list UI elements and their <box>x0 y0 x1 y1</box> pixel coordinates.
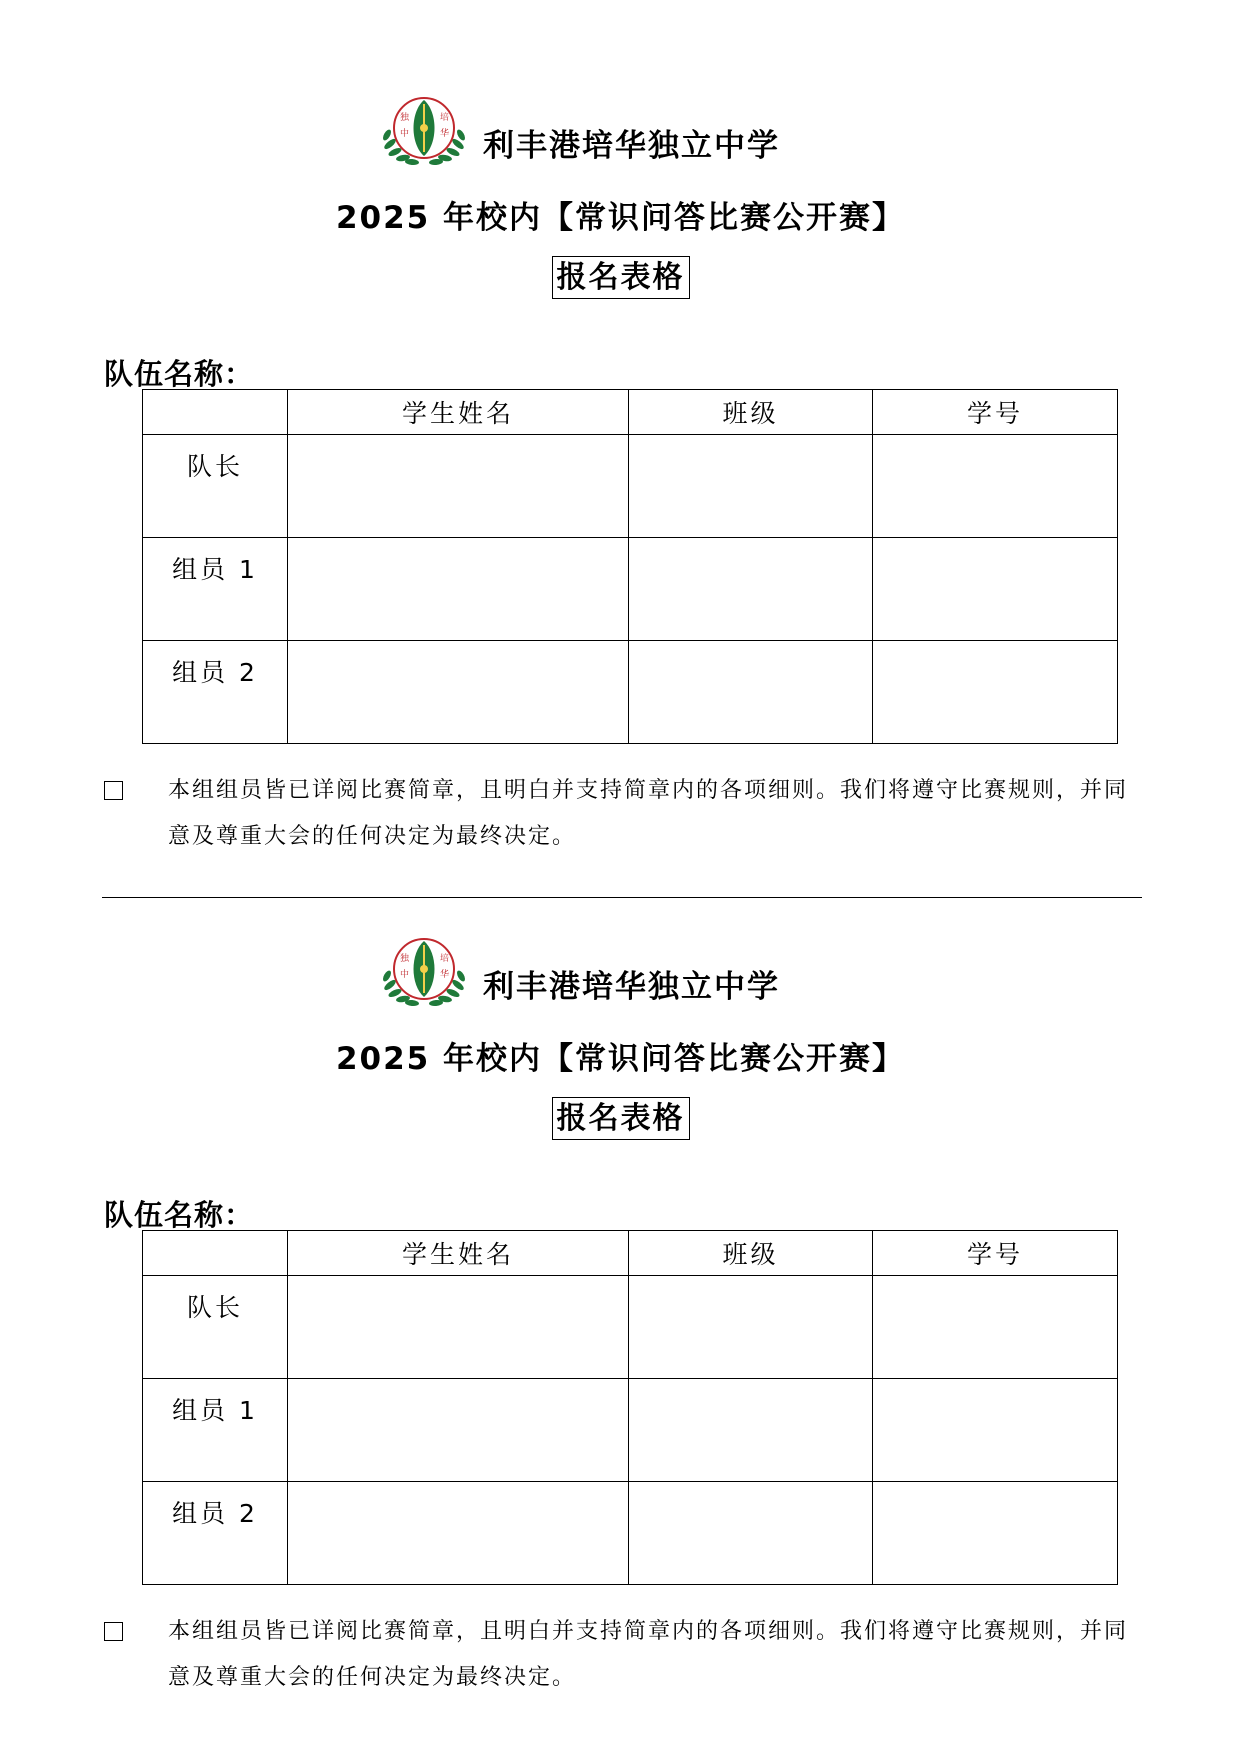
captain-id-field[interactable] <box>873 435 1118 538</box>
table-row <box>143 1482 1118 1585</box>
member1-class-field[interactable] <box>629 1379 873 1482</box>
table-row <box>143 641 1118 744</box>
member2-id-field[interactable] <box>873 641 1118 744</box>
member1-class-field[interactable] <box>629 538 873 641</box>
role-captain: 队长 <box>143 1276 288 1379</box>
member-table <box>142 389 1118 744</box>
table-header-row <box>143 1231 1118 1276</box>
declaration-text: 本组组员皆已详阅比赛简章，且明白并支持简章内的各项细则。我们将遵守比赛规则，并同意及尊重大会的任何决定为最终决定。 <box>168 1619 1129 1690</box>
header-student-id: 学号 <box>873 1231 1118 1276</box>
school-header <box>378 933 798 1013</box>
event-title: 2025 年校内【常识问答比赛公开赛】 <box>335 200 906 236</box>
role-member-1: 组员 1 <box>143 538 288 641</box>
crest-char: 独 <box>400 113 410 123</box>
team-name-label: 队伍名称： <box>104 357 255 391</box>
member2-class-field[interactable] <box>629 641 873 744</box>
role-member-1: 组员 1 <box>143 1379 288 1482</box>
table-row <box>143 538 1118 641</box>
crest-char: 中 <box>400 970 410 980</box>
captain-class-field[interactable] <box>629 435 873 538</box>
header-student-id: 学号 <box>873 390 1118 435</box>
member2-id-field[interactable] <box>873 1482 1118 1585</box>
declaration-checkbox[interactable] <box>104 1622 123 1641</box>
registration-form-copy-2 <box>0 841 1241 1691</box>
table-row <box>143 1379 1118 1482</box>
captain-class-field[interactable] <box>629 1276 873 1379</box>
crest-char: 培 <box>440 954 450 964</box>
member1-id-field[interactable] <box>873 538 1118 641</box>
member1-id-field[interactable] <box>873 1379 1118 1482</box>
declaration <box>104 1609 1134 1701</box>
event-title: 2025 年校内【常识问答比赛公开赛】 <box>335 1041 906 1077</box>
form-title: 报名表格 <box>552 1097 690 1140</box>
member2-class-field[interactable] <box>629 1482 873 1585</box>
header-class: 班级 <box>629 1231 873 1276</box>
school-name: 利丰港培华独立中学 <box>483 969 780 1005</box>
member2-name-field[interactable] <box>288 641 629 744</box>
crest-char: 培 <box>440 113 450 123</box>
table-row <box>143 1276 1118 1379</box>
captain-name-field[interactable] <box>288 1276 629 1379</box>
role-member-2: 组员 2 <box>143 1482 288 1585</box>
form-title: 报名表格 <box>552 256 690 299</box>
table-row <box>143 435 1118 538</box>
crest-char: 独 <box>400 954 410 964</box>
member1-name-field[interactable] <box>288 538 629 641</box>
declaration-checkbox[interactable] <box>104 781 123 800</box>
crest-char: 华 <box>440 129 450 139</box>
captain-id-field[interactable] <box>873 1276 1118 1379</box>
member2-name-field[interactable] <box>288 1482 629 1585</box>
role-member-2: 组员 2 <box>143 641 288 744</box>
registration-form-copy-1 <box>0 0 1241 850</box>
declaration-text: 本组组员皆已详阅比赛简章，且明白并支持简章内的各项细则。我们将遵守比赛规则，并同意及尊重大会的任何决定为最终决定。 <box>168 778 1129 849</box>
header-student-name: 学生姓名 <box>288 1231 629 1276</box>
header-cell-empty <box>143 390 288 435</box>
school-header <box>378 92 798 172</box>
crest-char: 华 <box>440 970 450 980</box>
school-name: 利丰港培华独立中学 <box>483 128 780 164</box>
header-cell-empty <box>143 1231 288 1276</box>
header-student-name: 学生姓名 <box>288 390 629 435</box>
team-name-label: 队伍名称： <box>104 1198 255 1232</box>
role-captain: 队长 <box>143 435 288 538</box>
school-crest-icon <box>378 933 470 1013</box>
header-class: 班级 <box>629 390 873 435</box>
member-table <box>142 1230 1118 1585</box>
school-crest-icon <box>378 92 470 172</box>
member1-name-field[interactable] <box>288 1379 629 1482</box>
table-header-row <box>143 390 1118 435</box>
crest-char: 中 <box>400 129 410 139</box>
captain-name-field[interactable] <box>288 435 629 538</box>
